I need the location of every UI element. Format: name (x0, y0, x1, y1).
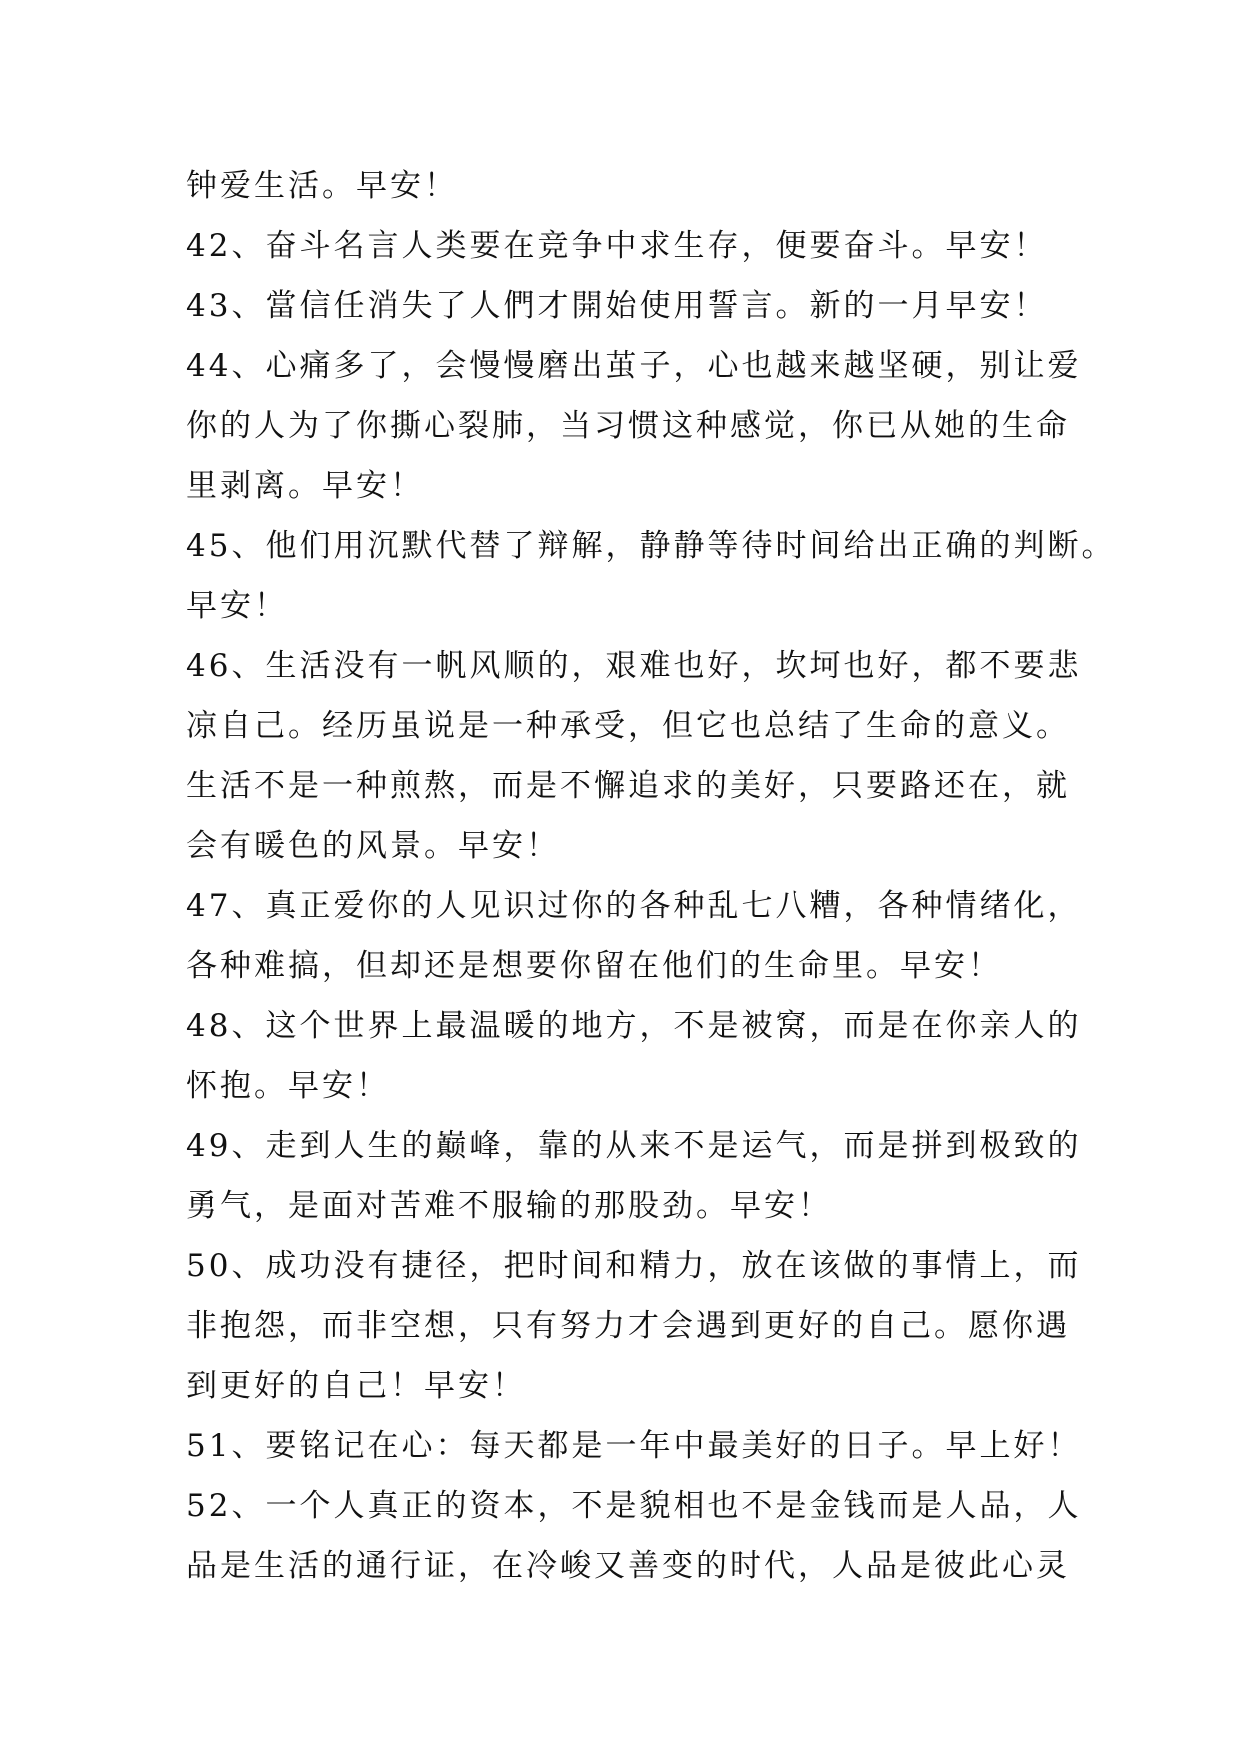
text-line: 48、这个世界上最温暖的地方，不是被窝，而是在你亲人的 (186, 1008, 1082, 1044)
text-line: 生活不是一种煎熬，而是不懈追求的美好，只要路还在，就 (186, 768, 1070, 804)
text-line: 49、走到人生的巅峰，靠的从来不是运气，而是拼到极致的 (186, 1128, 1082, 1164)
text-line: 怀抱。早安！ (186, 1068, 390, 1104)
text-line: 44、心痛多了，会慢慢磨出茧子，心也越来越坚硬，别让爱 (186, 348, 1082, 384)
text-line: 50、成功没有捷径，把时间和精力，放在该做的事情上，而 (186, 1248, 1082, 1284)
text-line: 42、奋斗名言人类要在竞争中求生存，便要奋斗。早安！ (186, 228, 1048, 264)
text-line: 到更好的自己！早安！ (186, 1368, 526, 1404)
text-line: 52、一个人真正的资本，不是貌相也不是金钱而是人品，人 (186, 1488, 1082, 1524)
text-line: 非抱怨，而非空想，只有努力才会遇到更好的自己。愿你遇 (186, 1308, 1070, 1344)
text-line: 钟爱生活。早安！ (186, 168, 458, 204)
text-line: 里剥离。早安！ (186, 468, 424, 504)
text-line: 46、生活没有一帆风顺的，艰难也好，坎坷也好，都不要悲 (186, 648, 1082, 684)
text-line: 各种难搞，但却还是想要你留在他们的生命里。早安！ (186, 948, 1002, 984)
text-line: 你的人为了你撕心裂肺，当习惯这种感觉，你已从她的生命 (186, 408, 1070, 444)
text-line: 凉自己。经历虽说是一种承受，但它也总结了生命的意义。 (186, 708, 1070, 744)
text-line: 51、要铭记在心：每天都是一年中最美好的日子。早上好！ (186, 1428, 1082, 1464)
document-body (186, 156, 1116, 1596)
text-line: 43、當信任消失了人們才開始使用誓言。新的一月早安！ (186, 288, 1048, 324)
text-line: 勇气，是面对苦难不服输的那股劲。早安！ (186, 1188, 832, 1224)
text-line: 47、真正爱你的人见识过你的各种乱七八糟，各种情绪化， (186, 888, 1082, 924)
text-line: 早安！ (186, 588, 288, 624)
text-line: 会有暖色的风景。早安！ (186, 828, 560, 864)
text-line: 品是生活的通行证，在冷峻又善变的时代，人品是彼此心灵 (186, 1548, 1070, 1584)
text-line: 45、他们用沉默代替了辩解，静静等待时间给出正确的判断。 (186, 528, 1116, 564)
